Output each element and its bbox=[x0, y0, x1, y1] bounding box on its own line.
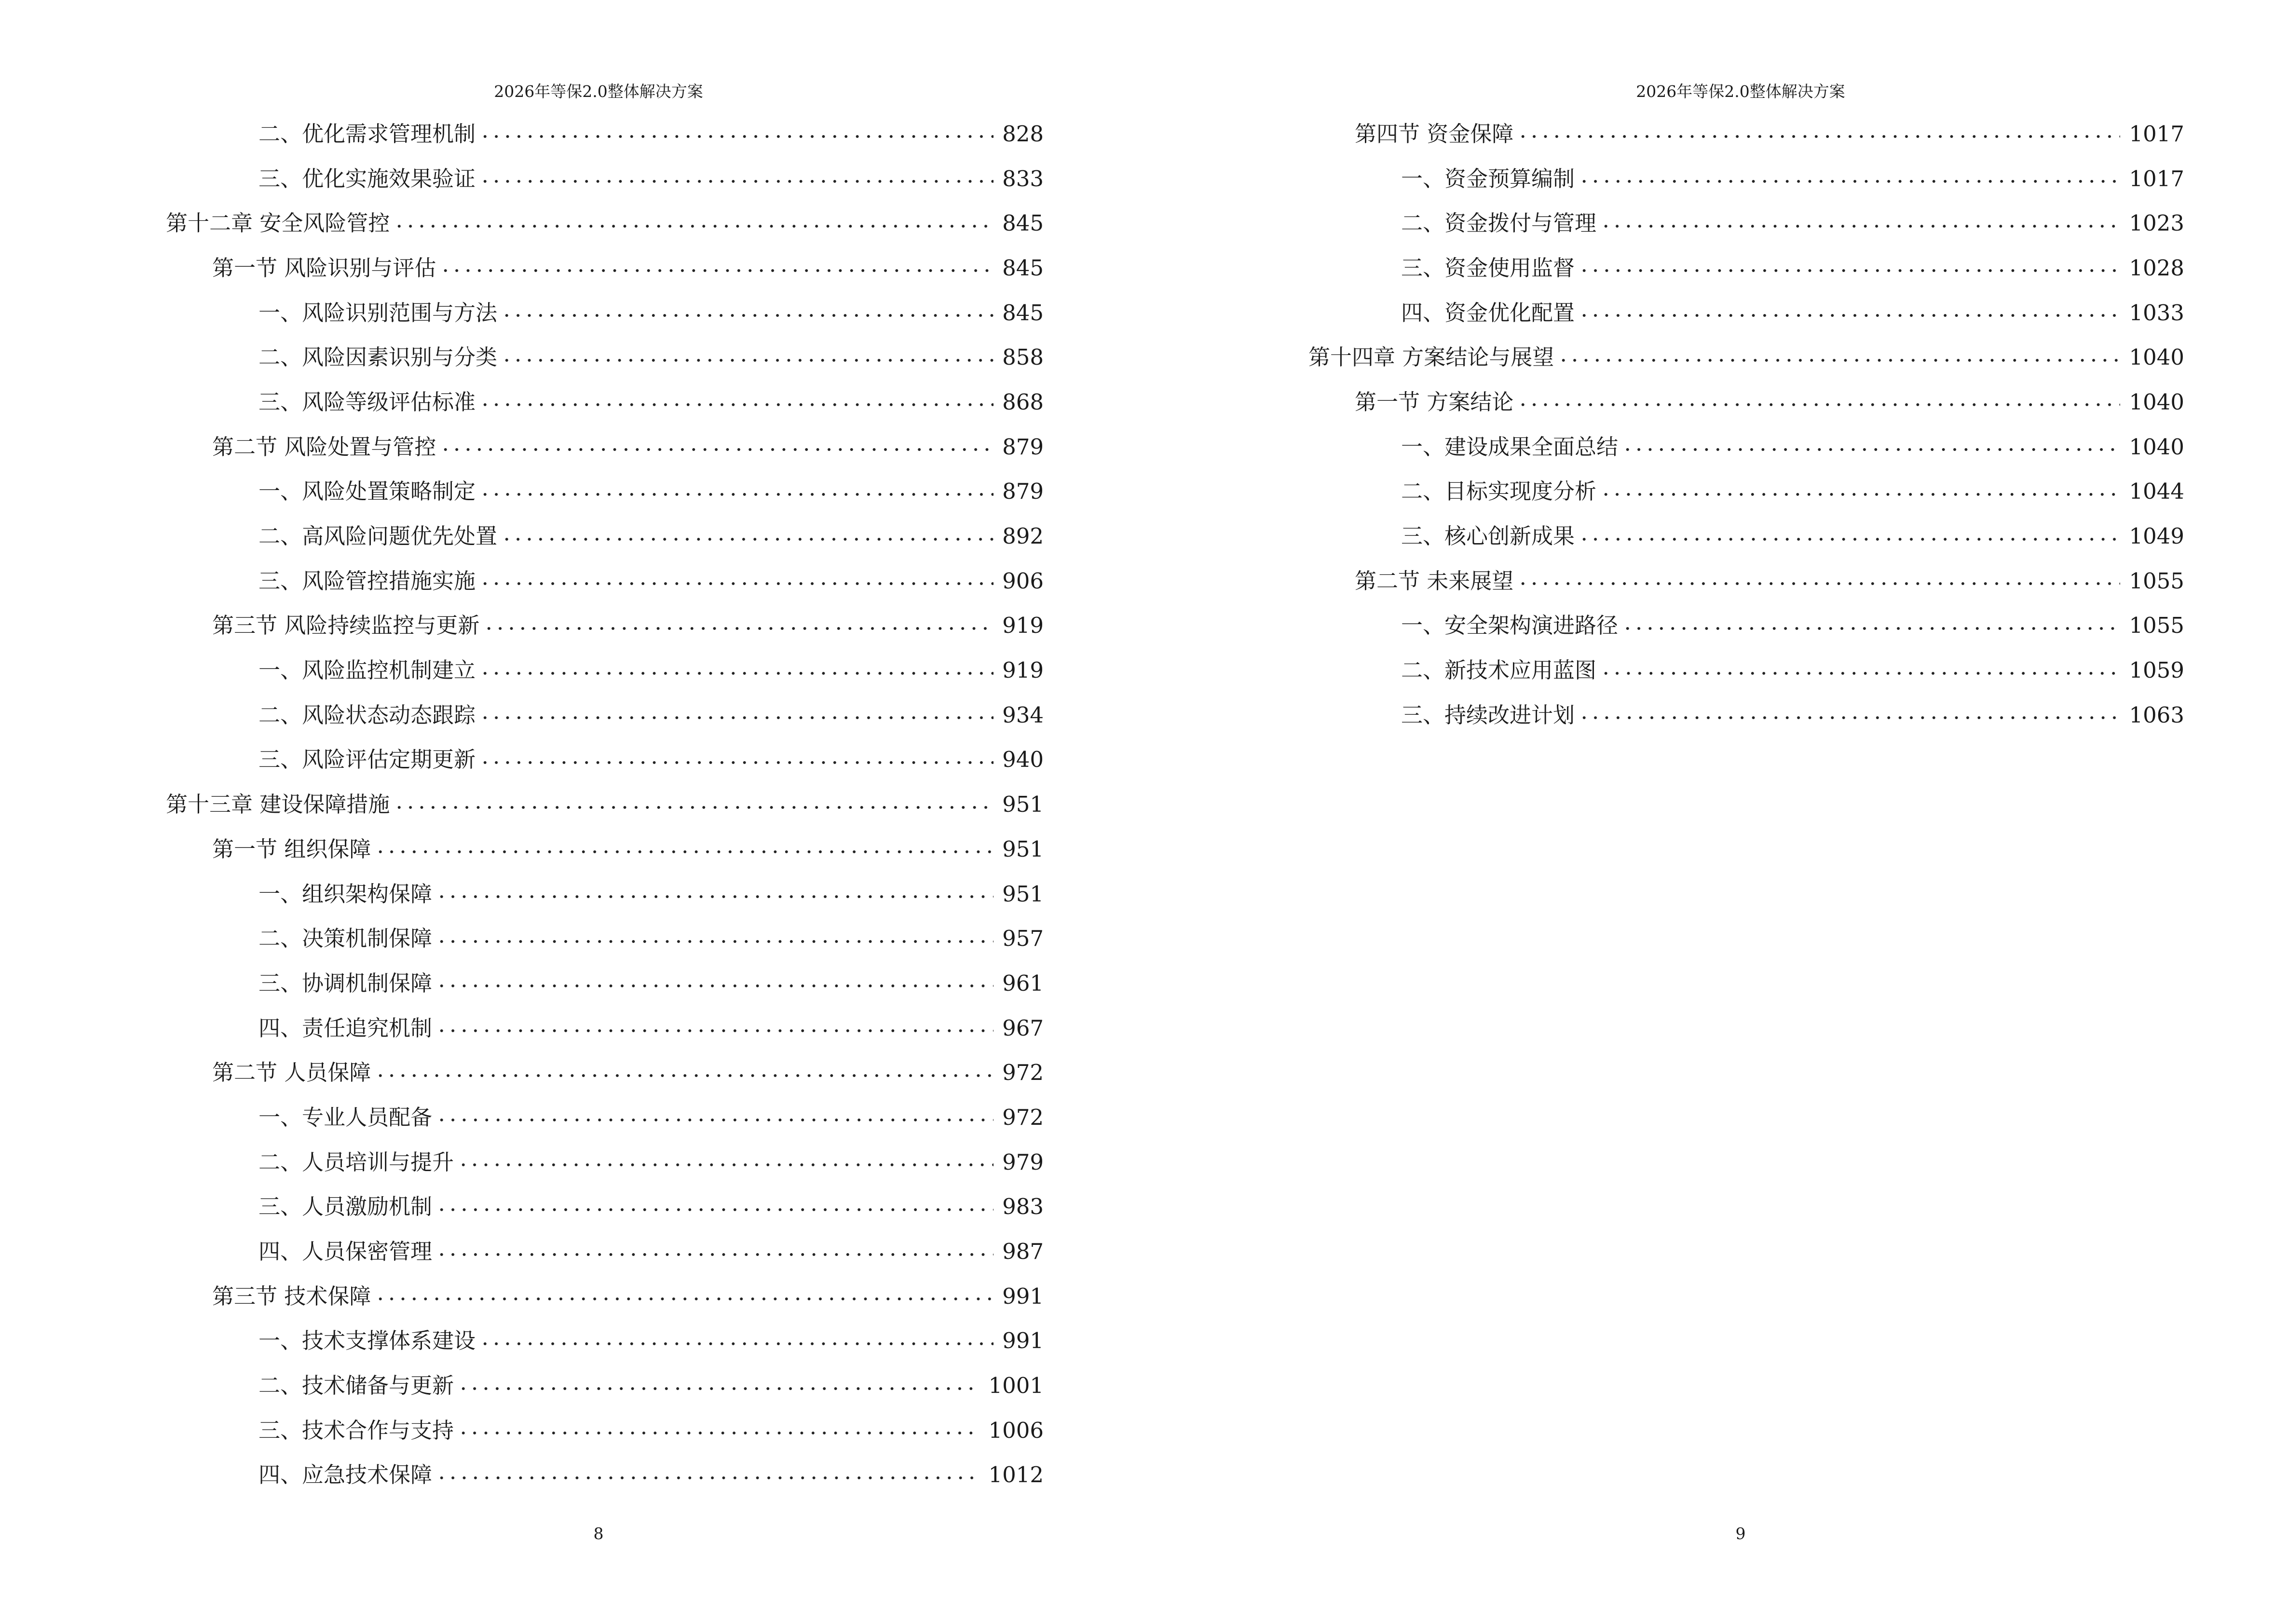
toc-entry-page-number: 868 bbox=[1002, 389, 1044, 415]
dot-leader bbox=[394, 223, 994, 229]
toc-entry-title: 第十四章 方案结论与展望 bbox=[1308, 344, 1554, 370]
toc-entry-page-number: 972 bbox=[1002, 1060, 1044, 1086]
toc-item-entry[interactable] bbox=[166, 514, 1044, 559]
toc-entry-page-number: 951 bbox=[1002, 836, 1044, 862]
toc-chapter-entry[interactable] bbox=[166, 201, 1044, 246]
dot-leader bbox=[479, 715, 994, 721]
toc-entry-title: 第一节 组织保障 bbox=[212, 836, 371, 862]
toc-item-entry[interactable] bbox=[166, 1319, 1044, 1364]
toc-entry-title: 一、组织架构保障 bbox=[259, 881, 433, 907]
toc-section-entry[interactable] bbox=[166, 246, 1044, 290]
toc-item-entry[interactable] bbox=[166, 559, 1044, 603]
dot-leader bbox=[479, 670, 994, 676]
dot-leader bbox=[501, 357, 994, 363]
toc-entry-title: 三、核心创新成果 bbox=[1401, 523, 1575, 549]
toc-entry-page-number: 934 bbox=[1002, 702, 1044, 728]
toc-entry-title: 二、资金拨付与管理 bbox=[1401, 210, 1597, 236]
dot-leader bbox=[458, 1386, 980, 1392]
dot-leader bbox=[479, 1341, 994, 1347]
toc-entry-page-number: 951 bbox=[1002, 881, 1044, 907]
dot-leader bbox=[436, 1252, 994, 1257]
toc-item-entry[interactable] bbox=[166, 1453, 1044, 1498]
toc-entry-page-number: 1040 bbox=[2129, 344, 2184, 370]
dot-leader bbox=[375, 849, 994, 855]
dot-leader bbox=[458, 1430, 980, 1436]
toc-item-entry[interactable] bbox=[166, 1229, 1044, 1274]
toc-item-entry[interactable] bbox=[166, 1408, 1044, 1453]
toc-item-entry[interactable] bbox=[166, 111, 1044, 156]
toc-entry-page-number: 1028 bbox=[2129, 255, 2184, 281]
toc-item-entry[interactable] bbox=[166, 1185, 1044, 1229]
toc-item-entry[interactable] bbox=[166, 916, 1044, 961]
toc-entry-page-number: 972 bbox=[1002, 1104, 1044, 1130]
toc-section-entry[interactable] bbox=[166, 603, 1044, 648]
toc-item-entry[interactable] bbox=[166, 1006, 1044, 1051]
toc-item-entry[interactable] bbox=[1308, 156, 2184, 201]
toc-entry-page-number: 879 bbox=[1002, 478, 1044, 505]
dot-leader bbox=[436, 983, 994, 989]
toc-item-entry[interactable] bbox=[1308, 424, 2184, 469]
dot-leader bbox=[479, 134, 994, 139]
toc-entry-title: 三、风险评估定期更新 bbox=[259, 747, 476, 773]
dot-leader bbox=[440, 268, 994, 273]
document-page-right bbox=[1144, 0, 2287, 1624]
toc-entry-title: 一、技术支撑体系建设 bbox=[259, 1328, 476, 1354]
toc-entry-title: 一、建设成果全面总结 bbox=[1401, 434, 1619, 460]
toc-entry-title: 四、责任追究机制 bbox=[259, 1015, 433, 1041]
toc-entry-page-number: 1006 bbox=[988, 1417, 1044, 1443]
toc-entry-page-number: 1040 bbox=[2129, 434, 2184, 460]
dot-leader bbox=[375, 1073, 994, 1078]
toc-entry-title: 二、风险因素识别与分类 bbox=[259, 344, 498, 370]
dot-leader bbox=[1579, 715, 2120, 721]
toc-entry-page-number: 1059 bbox=[2129, 657, 2184, 683]
toc-entry-title: 第十二章 安全风险管控 bbox=[166, 210, 390, 236]
toc-entry-title: 第一节 风险识别与评估 bbox=[212, 255, 436, 281]
toc-item-entry[interactable] bbox=[166, 693, 1044, 737]
toc-entry-page-number: 1017 bbox=[2129, 121, 2184, 147]
dot-leader bbox=[1600, 670, 2120, 676]
toc-item-entry[interactable] bbox=[1308, 514, 2184, 559]
dot-leader bbox=[440, 447, 994, 452]
toc-item-entry[interactable] bbox=[1308, 693, 2184, 737]
dot-leader bbox=[436, 1207, 994, 1213]
page-header: 2026年等保2.0整体解决方案 bbox=[1636, 82, 1845, 101]
dot-leader bbox=[436, 1117, 994, 1123]
toc-entry-page-number: 1040 bbox=[2129, 389, 2184, 415]
table-of-contents bbox=[166, 111, 1044, 1497]
dot-leader bbox=[479, 178, 994, 184]
toc-entry-page-number: 1055 bbox=[2129, 568, 2184, 594]
toc-entry-title: 二、优化需求管理机制 bbox=[259, 121, 476, 147]
toc-section-entry[interactable] bbox=[166, 1050, 1044, 1095]
toc-item-entry[interactable] bbox=[166, 469, 1044, 514]
toc-entry-page-number: 1012 bbox=[988, 1462, 1044, 1488]
toc-entry-title: 第四节 资金保障 bbox=[1355, 121, 1514, 147]
toc-entry-title: 二、目标实现度分析 bbox=[1401, 478, 1597, 505]
toc-entry-page-number: 858 bbox=[1002, 344, 1044, 370]
toc-section-entry[interactable] bbox=[166, 424, 1044, 469]
toc-item-entry[interactable] bbox=[166, 737, 1044, 782]
toc-entry-page-number: 967 bbox=[1002, 1015, 1044, 1041]
toc-entry-title: 三、风险管控措施实施 bbox=[259, 568, 476, 594]
toc-entry-page-number: 1001 bbox=[988, 1373, 1044, 1399]
toc-entry-page-number: 1017 bbox=[2129, 165, 2184, 191]
toc-entry-page-number: 1044 bbox=[2129, 478, 2184, 505]
toc-entry-title: 第二节 风险处置与管控 bbox=[212, 434, 436, 460]
toc-entry-title: 三、协调机制保障 bbox=[259, 970, 433, 996]
toc-entry-title: 二、风险状态动态跟踪 bbox=[259, 702, 476, 728]
dot-leader bbox=[1517, 402, 2120, 408]
toc-entry-page-number: 951 bbox=[1002, 792, 1044, 818]
toc-entry-page-number: 961 bbox=[1002, 970, 1044, 996]
toc-item-entry[interactable] bbox=[166, 1095, 1044, 1140]
toc-entry-page-number: 919 bbox=[1002, 613, 1044, 639]
toc-entry-title: 第十三章 建设保障措施 bbox=[166, 792, 390, 818]
dot-leader bbox=[501, 536, 994, 542]
dot-leader bbox=[1517, 581, 2120, 587]
toc-item-entry[interactable] bbox=[166, 648, 1044, 693]
toc-entry-page-number: 833 bbox=[1002, 165, 1044, 191]
table-of-contents bbox=[1308, 111, 2184, 737]
toc-entry-title: 第一节 方案结论 bbox=[1355, 389, 1514, 415]
dot-leader bbox=[436, 1028, 994, 1034]
toc-entry-title: 四、资金优化配置 bbox=[1401, 300, 1575, 326]
toc-entry-page-number: 1055 bbox=[2129, 613, 2184, 639]
page-number: 9 bbox=[1735, 1524, 1746, 1543]
toc-item-entry[interactable] bbox=[1308, 603, 2184, 648]
toc-section-entry[interactable] bbox=[1308, 380, 2184, 424]
toc-entry-title: 三、风险等级评估标准 bbox=[259, 389, 476, 415]
toc-entry-title: 四、人员保密管理 bbox=[259, 1239, 433, 1265]
toc-item-entry[interactable] bbox=[166, 290, 1044, 335]
toc-item-entry[interactable] bbox=[1308, 469, 2184, 514]
toc-entry-title: 第三节 技术保障 bbox=[212, 1283, 371, 1309]
toc-item-entry[interactable] bbox=[166, 872, 1044, 916]
dot-leader bbox=[458, 1162, 994, 1168]
toc-entry-title: 一、风险处置策略制定 bbox=[259, 478, 476, 505]
toc-entry-title: 二、人员培训与提升 bbox=[259, 1149, 454, 1175]
toc-entry-page-number: 1049 bbox=[2129, 523, 2184, 549]
toc-entry-title: 四、应急技术保障 bbox=[259, 1462, 433, 1488]
toc-item-entry[interactable] bbox=[1308, 246, 2184, 290]
toc-item-entry[interactable] bbox=[1308, 201, 2184, 246]
dot-leader bbox=[1579, 268, 2120, 273]
toc-entry-page-number: 828 bbox=[1002, 121, 1044, 147]
toc-chapter-entry[interactable] bbox=[166, 782, 1044, 827]
dot-leader bbox=[436, 1475, 980, 1481]
toc-item-entry[interactable] bbox=[166, 156, 1044, 201]
page-number: 8 bbox=[593, 1524, 604, 1543]
toc-entry-title: 三、优化实施效果验证 bbox=[259, 165, 476, 191]
dot-leader bbox=[479, 402, 994, 408]
toc-entry-title: 二、高风险问题优先处置 bbox=[259, 523, 498, 549]
toc-entry-title: 三、资金使用监督 bbox=[1401, 255, 1575, 281]
dot-leader bbox=[1579, 536, 2120, 542]
toc-item-entry[interactable] bbox=[1308, 648, 2184, 693]
dot-leader bbox=[394, 805, 994, 810]
toc-entry-page-number: 879 bbox=[1002, 434, 1044, 460]
toc-item-entry[interactable] bbox=[166, 961, 1044, 1006]
toc-section-entry[interactable] bbox=[166, 1274, 1044, 1319]
dot-leader bbox=[1579, 313, 2120, 318]
toc-entry-page-number: 1033 bbox=[2129, 300, 2184, 326]
dot-leader bbox=[479, 760, 994, 765]
toc-entry-page-number: 845 bbox=[1002, 300, 1044, 326]
toc-section-entry[interactable] bbox=[1308, 559, 2184, 603]
dot-leader bbox=[1600, 223, 2120, 229]
toc-entry-title: 三、人员激励机制 bbox=[259, 1194, 433, 1220]
toc-entry-title: 一、安全架构演进路径 bbox=[1401, 613, 1619, 639]
dot-leader bbox=[1579, 178, 2120, 184]
toc-entry-page-number: 906 bbox=[1002, 568, 1044, 594]
dot-leader bbox=[1622, 626, 2120, 631]
toc-item-entry[interactable] bbox=[166, 1140, 1044, 1185]
toc-section-entry[interactable] bbox=[166, 827, 1044, 872]
toc-entry-title: 一、风险识别范围与方法 bbox=[259, 300, 498, 326]
dot-leader bbox=[483, 626, 994, 631]
dot-leader bbox=[479, 491, 994, 497]
toc-entry-page-number: 979 bbox=[1002, 1149, 1044, 1175]
toc-entry-title: 三、持续改进计划 bbox=[1401, 702, 1575, 728]
dot-leader bbox=[1622, 447, 2120, 452]
toc-entry-page-number: 845 bbox=[1002, 255, 1044, 281]
toc-entry-page-number: 957 bbox=[1002, 926, 1044, 952]
dot-leader bbox=[1600, 491, 2120, 497]
dot-leader bbox=[479, 581, 994, 587]
dot-leader bbox=[436, 939, 994, 944]
toc-item-entry[interactable] bbox=[166, 380, 1044, 424]
dot-leader bbox=[1517, 134, 2120, 139]
toc-chapter-entry[interactable] bbox=[1308, 335, 2184, 380]
toc-section-entry[interactable] bbox=[1308, 111, 2184, 156]
toc-entry-page-number: 1063 bbox=[2129, 702, 2184, 728]
toc-entry-title: 第二节 人员保障 bbox=[212, 1060, 371, 1086]
toc-entry-title: 第二节 未来展望 bbox=[1355, 568, 1514, 594]
dot-leader bbox=[1558, 357, 2120, 363]
toc-entry-title: 第三节 风险持续监控与更新 bbox=[212, 613, 480, 639]
toc-entry-title: 一、专业人员配备 bbox=[259, 1104, 433, 1130]
toc-entry-title: 三、技术合作与支持 bbox=[259, 1417, 454, 1443]
toc-item-entry[interactable] bbox=[1308, 290, 2184, 335]
toc-entry-title: 一、资金预算编制 bbox=[1401, 165, 1575, 191]
dot-leader bbox=[375, 1296, 994, 1302]
toc-item-entry[interactable] bbox=[166, 335, 1044, 380]
toc-entry-page-number: 940 bbox=[1002, 747, 1044, 773]
toc-entry-page-number: 1023 bbox=[2129, 210, 2184, 236]
toc-entry-title: 二、新技术应用蓝图 bbox=[1401, 657, 1597, 683]
toc-entry-page-number: 987 bbox=[1002, 1239, 1044, 1265]
toc-item-entry[interactable] bbox=[166, 1363, 1044, 1408]
toc-entry-page-number: 892 bbox=[1002, 523, 1044, 549]
toc-entry-title: 二、技术储备与更新 bbox=[259, 1373, 454, 1399]
dot-leader bbox=[436, 894, 994, 900]
toc-entry-page-number: 991 bbox=[1002, 1283, 1044, 1309]
toc-entry-page-number: 983 bbox=[1002, 1194, 1044, 1220]
toc-entry-page-number: 845 bbox=[1002, 210, 1044, 236]
toc-entry-page-number: 919 bbox=[1002, 657, 1044, 683]
toc-entry-title: 二、决策机制保障 bbox=[259, 926, 433, 952]
dot-leader bbox=[501, 313, 994, 318]
toc-entry-page-number: 991 bbox=[1002, 1328, 1044, 1354]
toc-entry-title: 一、风险监控机制建立 bbox=[259, 657, 476, 683]
page-header: 2026年等保2.0整体解决方案 bbox=[494, 82, 703, 101]
